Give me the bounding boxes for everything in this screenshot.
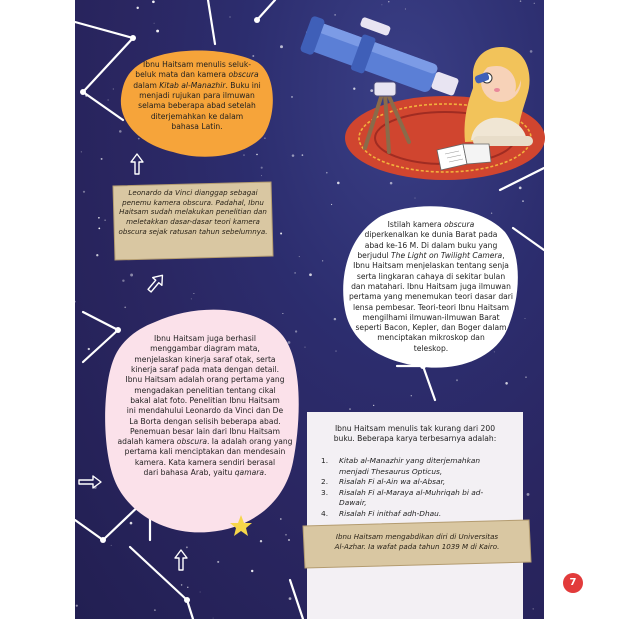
orange-text-line: dalam Kitab al-Manazhir. Buku ini [133, 80, 261, 90]
list-item-text [339, 477, 517, 488]
list-item-line: menjadi Thesaurus Opticus, [339, 466, 443, 476]
orange-text-line: diterjemahkan ke dalam [150, 111, 244, 121]
pink-text-line: kamera. Kata kamera sendiri berasal [134, 457, 276, 467]
telescope-girl-illustration [297, 18, 544, 183]
books-intro-line: buku. Beberapa karya terbesarnya adalah: [333, 434, 497, 444]
leonardo-note-text [117, 188, 269, 236]
white-text-line: berjudul The Light on Twilight Camera, [357, 250, 505, 260]
book-page [75, 0, 577, 619]
white-text-line: dan matahari. Ibnu Haitsam juga ilmuwan [351, 281, 511, 291]
list-item-text [339, 488, 517, 509]
orange-blob-text [127, 60, 267, 132]
white-text-line: serta lingkaran cahaya di sekitar bulan [356, 271, 506, 281]
list-item-text [339, 509, 517, 520]
white-text-line: seperti Bacon, Kepler, dan Boger dalam [355, 323, 507, 333]
pink-text-line: Ibnu Haitsam juga berhasil [154, 334, 256, 343]
books-intro [313, 424, 517, 445]
list-item-line: Dawair, [339, 498, 367, 508]
list-item-line: Risalah Fi al-Maraya al-Muhriqah bi ad- [339, 487, 484, 497]
list-item-number: 1. [321, 456, 329, 465]
list-item-text [339, 456, 517, 477]
orange-text-line: bahasa Latin. [171, 121, 223, 131]
books-intro-line: Ibnu Haitsam menulis tak kurang dari 200 [334, 424, 496, 433]
note-line: Al-Azhar. Ia wafat pada tahun 1039 M di Kairo. [334, 541, 500, 551]
pink-text-line: mengadakan penelitian tentang cikal [134, 385, 276, 395]
pink-text-line: adalah kamera obscura. Ia adalah orang yang [117, 437, 293, 447]
orange-text-line: beluk mata dan kamera obscura [135, 70, 259, 80]
azhar-note-text [311, 532, 523, 551]
girl-illustration [464, 47, 533, 146]
note-line: Ibnu Haitsam mengabdikan diri di Universitas [335, 532, 499, 541]
books-list [321, 456, 517, 519]
up-arrow-icon [145, 272, 167, 294]
list-item [321, 509, 517, 520]
pink-text-line: pertama kali menciptakan dan mendesain [124, 447, 286, 457]
white-text-line: mengilhami ilmuwan-ilmuwan Barat [362, 312, 500, 322]
pink-text-line: bakal alat foto. Penelitian Ibnu Haitsam [130, 395, 280, 405]
list-item-number: 4. [321, 508, 329, 518]
note-line: meletakkan dasar-dasar teori kamera [126, 216, 260, 226]
up-arrow-icon [129, 152, 145, 176]
note-line: Leonardo da Vinci dianggap sebagai [128, 188, 258, 197]
note-line: Haitsam sudah melakukan penelitian dan [119, 207, 267, 217]
pink-text-line: Penemuan besar lain dari Ibnu Haitsam [130, 426, 280, 436]
white-text-line: Istilah kamera obscura [387, 220, 475, 229]
list-item-line: Risalah Fi inithaf adh-Dhau. [339, 508, 442, 518]
star-icon [229, 514, 253, 538]
note-line: obscura sejak ratusan tahun sebelumnya. [118, 226, 268, 236]
list-item [321, 456, 517, 477]
pink-text-line: La Borta dengan selisih beberapa abad. [129, 416, 281, 426]
white-text-line: abad ke-16 M. Di dalam buku yang [364, 240, 498, 250]
white-text-line: diperkenalkan ke dunia Barat pada [364, 230, 498, 240]
white-text-line: lensa pembesar. Teori-teori Ibnu Haitsam [353, 302, 509, 312]
white-blob-text [347, 220, 515, 354]
page-number: 7 [563, 573, 583, 593]
white-text-line: pertama yang menemukan teori dasar dari [348, 292, 514, 302]
pink-text-line: kinerja saraf pada mata dengan detail. [131, 364, 279, 374]
list-item-line: Risalah Fi al-Ain wa al-Absar, [339, 477, 446, 487]
up-arrow-icon [173, 548, 189, 572]
pink-text-line: menjelaskan kinerja saraf otak, serta [134, 354, 276, 364]
pink-text-line: Ibnu Haitsam adalah orang pertama yang [125, 375, 285, 385]
orange-text-line: selama beberapa abad setelah [138, 101, 256, 111]
list-item [321, 477, 517, 488]
list-item-number: 2. [321, 477, 329, 487]
pink-text-line: dari bahasa Arab, yaitu qamara. [143, 468, 267, 478]
list-item [321, 488, 517, 509]
white-text-line: menciptakan mikroskop dan [377, 333, 485, 343]
list-item-line: Kitab al-Manazhir yang diterjemahkan [339, 456, 481, 465]
list-item-number: 3. [321, 487, 329, 497]
note-line: penemu kamera obscura. Padahal, Ibnu [122, 197, 264, 207]
white-text-line: teleskop. [413, 343, 449, 353]
pink-blob-text [113, 334, 297, 478]
white-text-line: Ibnu Haitsam menjelaskan tentang senja [353, 261, 509, 271]
orange-text-line: Ibnu Haitsam menulis seluk- [143, 60, 251, 69]
pink-text-line: menggambar diagram mata, [150, 344, 260, 354]
orange-text-line: menjadi rujukan para ilmuwan [139, 90, 255, 100]
pink-text-line: ini mendahului Leonardo da Vinci dan De [126, 406, 284, 416]
right-arrow-icon [77, 474, 103, 490]
